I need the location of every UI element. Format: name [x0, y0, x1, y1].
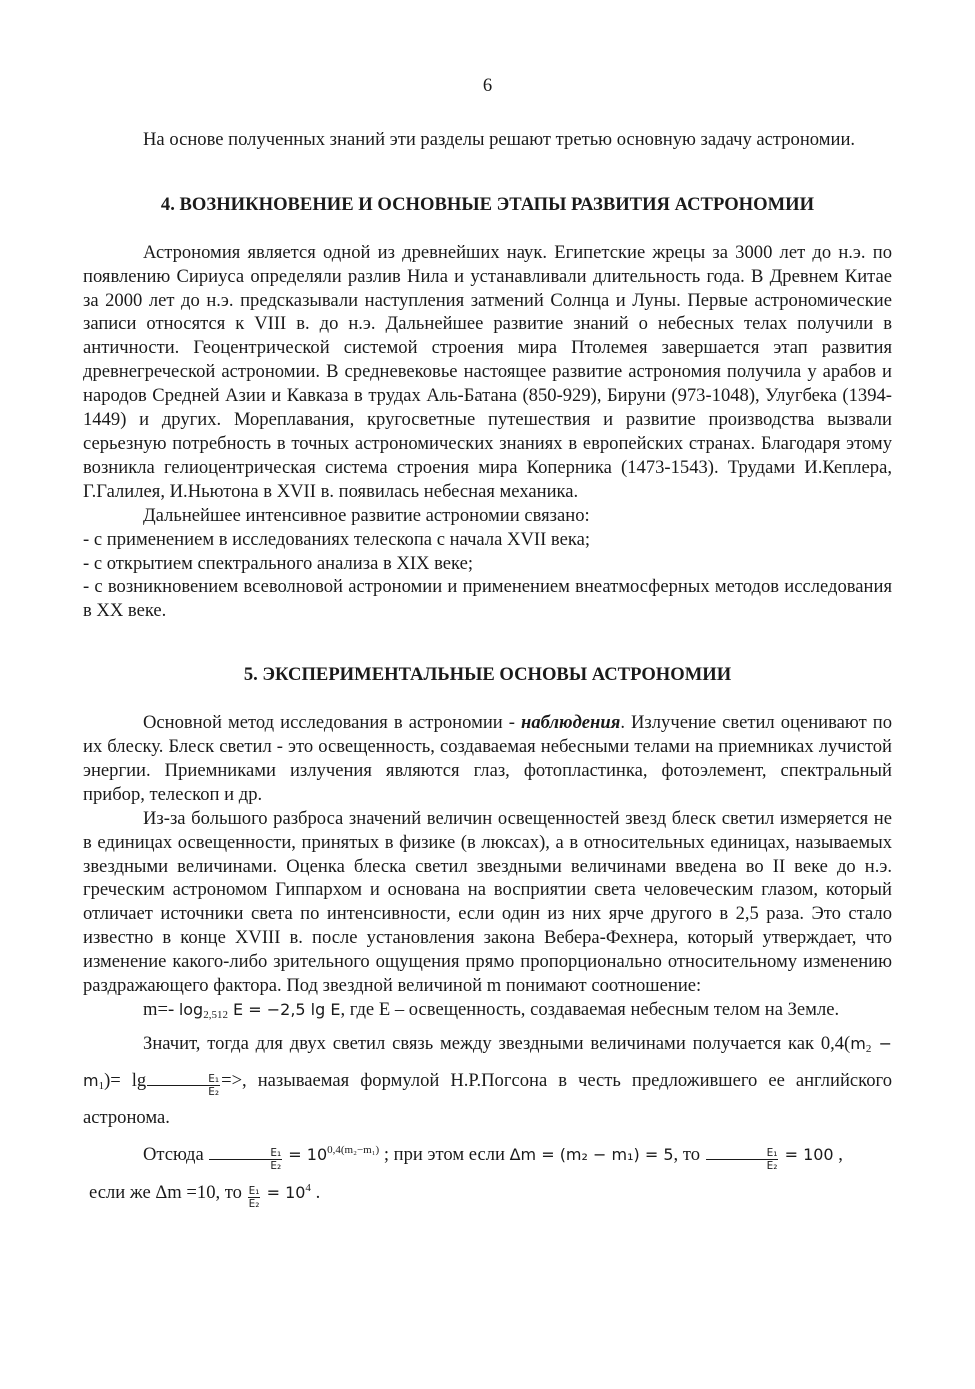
section-5-paragraph-2: Из-за большого разброса значений величин освещенностей звезд блеск светил измеряется не в единицах освещенности, принятых в физике (в люксах), а в относительных единицах, называемых звездными величинами. Оценка блеска светил звездными величинами введена во II веке до н.э. греческим астрономом Гиппархом и основана на восприятии света человеческим глазом, который отличает источники света по интенсивности, если один из них ярче другого в 2,5 раза. Это стало известно в конце XVIII в. после установления закона Вебера-Фехнера, который утверждает, что изменение какого-либо зрительного ощущения прямо пропорционально относительному изменению раздражающего фактора. Под звездной величиной m понимают соотношение: — [83, 807, 892, 997]
fraction-numerator: E₁ — [248, 1184, 260, 1197]
exponent: 0,4(m₂−m₁) — [327, 1143, 380, 1156]
emphasis-text: наблюдения — [521, 712, 621, 734]
fraction-numerator: E₁ — [209, 1147, 282, 1160]
formula-tail: , где Е – освещенность, создаваемая небесным телом на Земле. — [340, 999, 840, 1020]
formula-mid: )= lg — [104, 1069, 147, 1091]
fraction — [248, 1185, 261, 1210]
section-4-list-intro: Дальнейшее интенсивное развитие астрономии связано: — [143, 504, 590, 526]
formula-mid: E = −2,5 lg E — [227, 1000, 341, 1019]
end-text: . — [310, 1181, 321, 1203]
list-item: - с применением в исследованиях телескопа с начала XVII века; — [83, 528, 590, 550]
log-base: 2,512 — [203, 1009, 228, 1021]
minus-sign: − — [871, 1033, 892, 1053]
fraction-denominator: E₂ — [248, 1197, 260, 1210]
index-1: 1 — [98, 1079, 105, 1092]
equals-power: = 10 — [261, 1182, 306, 1202]
formula-lhs: m=- — [143, 999, 175, 1020]
paragraph-text: Значит, тогда для двух светил связь между звездными величинами получается как 0,4( — [143, 1032, 851, 1054]
fraction — [147, 1073, 220, 1098]
section-5-heading: 5. ЭКСПЕРИМЕНТАЛЬНЫЕ ОСНОВЫ АСТРОНОМИИ — [243, 664, 732, 686]
prefix-text: Отсюда — [143, 1143, 204, 1165]
paragraph-text: Основной метод исследования в астрономии - — [143, 712, 522, 734]
list-item: - с возникновением всеволновой астрономии и применением внеатмосферных методов исследования в XX веке. — [83, 576, 892, 622]
fraction-denominator: E₂ — [766, 1159, 778, 1172]
consequence-paragraph — [83, 1134, 892, 1172]
m1-symbol: m — [83, 1070, 99, 1090]
page-number: 6 — [482, 75, 493, 96]
pogson-paragraph — [83, 1028, 892, 1134]
exponent: 4 — [305, 1181, 311, 1194]
equals-power: = 10 — [283, 1144, 328, 1164]
magnitude-formula — [83, 998, 892, 1028]
fraction-numerator: E₁ — [147, 1073, 220, 1086]
m2-symbol: m — [850, 1033, 866, 1053]
end-text: , — [833, 1143, 843, 1165]
fraction — [209, 1147, 282, 1172]
separator-text: ; при этом если — [379, 1143, 510, 1165]
log-text: log — [178, 1000, 204, 1019]
list-item: - с открытием спектрального анализа в XIX веке; — [83, 552, 474, 574]
fraction — [706, 1147, 779, 1172]
fraction-numerator: E₁ — [706, 1147, 779, 1160]
prefix-text: если же Δm =10, то — [89, 1181, 242, 1203]
section-4-paragraph: Астрономия является одной из древнейших наук. Египетские жрецы за 3000 лет до н.э. по появлению Сириуса определяли разлив Нила и устанавливали длительность года. В Древнем Китае за 2000 лет до н.э. предсказывали наступления затмений Солнца и Луны. Первые астрономические записи относятся к VIII в. до н.э. Дальнейшее развитие знаний о небесных телах получили в античности. Геоцентрической системой строения мира Птолемея завершается этап развития древнегреческой астрономии. В средневековье настоящее развитие астрономия получила у арабов и народов Средней Азии и Кавказа в трудах Аль-Батана (850-929), Бируни (973-1048), Улугбека (1394-1449) и других. Мореплавания, кругосветные путешествия и развитие производства вызвали серьезную потребность в точных астрономических знаниях в европейских странах. Благодаря этому возникла гелиоцентрическая система строения мира Коперника (1473-1543). Трудами И.Кеплера, Г.Галилея, И.Ньютона в XVII в. появилась небесная механика. — [83, 241, 892, 502]
index-2: 2 — [865, 1042, 872, 1055]
intro-paragraph: На основе полученных знаний эти разделы решают третью основную задачу астрономии. — [143, 128, 856, 150]
paragraph-text: . Излучение светил оценивают по их блеску. Блеск светил - это освещенность, создаваемая небесными телами на приемниках лучистой энергии. Приемниками излучения являются глаз, фотопластинка, фотоэлемент, спектральный прибор, телескоп и др. — [83, 712, 892, 805]
fraction-denominator: E₂ — [208, 1085, 220, 1098]
delta-expression: Δm = (m₂ − m₁) = 5 — [509, 1144, 674, 1164]
fraction-denominator: E₂ — [270, 1159, 282, 1172]
paragraph-text: =>, называемая формулой Н.Р.Погсона в честь предложившего ее английского астронома. — [83, 1069, 892, 1128]
equals-value: = 100 — [779, 1144, 834, 1164]
section-5-paragraph-1 — [83, 711, 892, 807]
final-paragraph — [83, 1172, 892, 1210]
to-text: , то — [673, 1143, 705, 1165]
section-4-heading: 4. ВОЗНИКНОВЕНИЕ И ОСНОВНЫЕ ЭТАПЫ РАЗВИТИЯ АСТРОНОМИИ — [160, 193, 815, 215]
